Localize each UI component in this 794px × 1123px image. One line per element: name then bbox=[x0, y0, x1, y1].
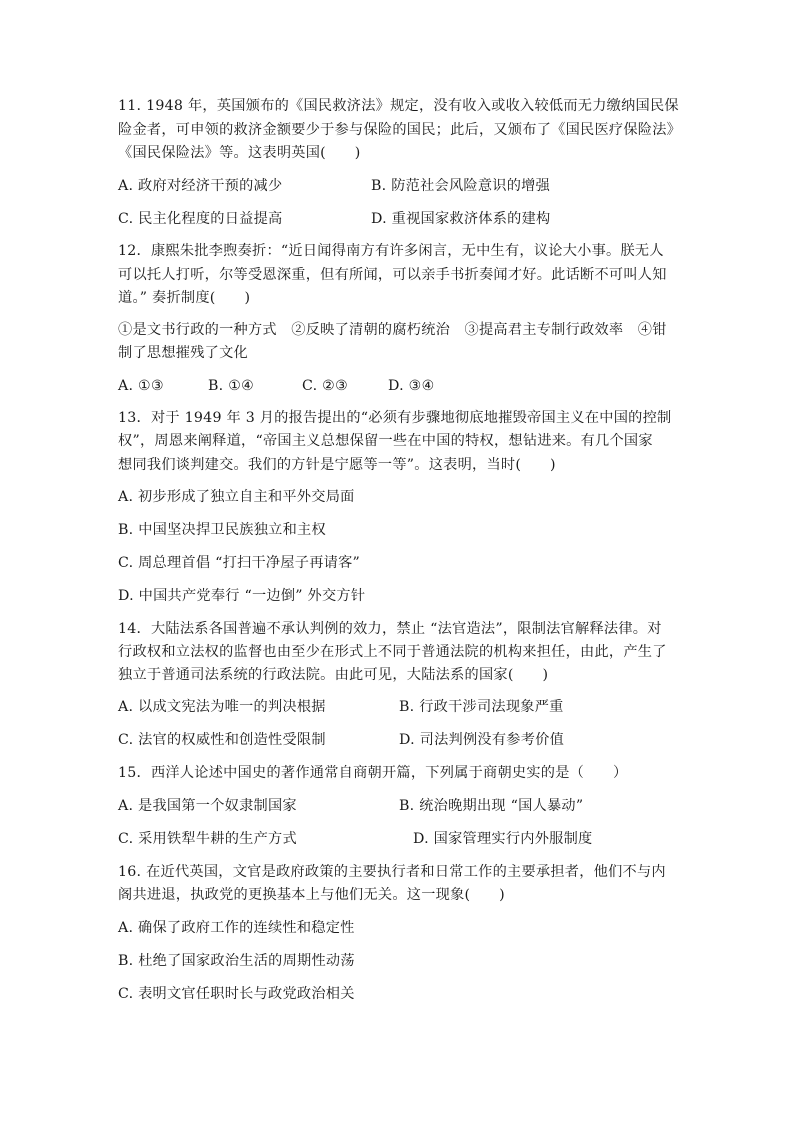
question-16-option-c[interactable]: C. 表明文官任职时长与政党政治相关 bbox=[118, 986, 355, 1002]
question-12-line-3: 道。” 奏折制度( ) bbox=[118, 290, 251, 306]
question-15-option-c[interactable]: C. 采用铁犁牛耕的生产方式 bbox=[118, 831, 297, 847]
question-12-option-a[interactable]: A. ①③ bbox=[118, 378, 164, 394]
question-13-option-a[interactable]: A. 初步形成了独立自主和平外交局面 bbox=[118, 489, 355, 505]
question-13-line-1: 13．对于 1949 年 3 月的报告提出的“必须有步骤地彻底地摧毁帝国主义在中国的控制 bbox=[118, 410, 672, 426]
question-13-option-d[interactable]: D. 中国共产党奉行 “一边倒” 外交方针 bbox=[118, 588, 366, 604]
question-13-option-c[interactable]: C. 周总理首倡 “打扫干净屋子再请客” bbox=[118, 555, 361, 571]
question-12-line-2: 可以托人打听，尔等受恩深重，但有所闻，可以亲手书折奏闻才好。此话断不可叫人知 bbox=[118, 267, 667, 283]
question-14-line-3: 独立于普通司法系统的行政法院。由此可见，大陆法系的国家( ) bbox=[118, 667, 549, 683]
question-12-statements-line-1: ①是文书行政的一种方式 ②反映了清朝的腐朽统治 ③提高君主专制行政效率 ④钳 bbox=[118, 322, 667, 338]
question-12-line-1: 12．康熙朱批李煦奏折：“近日闻得南方有许多闲言，无中生有，议论大小事。朕无人 bbox=[118, 243, 664, 259]
question-12-option-c[interactable]: C. ②③ bbox=[302, 378, 349, 394]
question-11-line-3: 《国民保险法》等。这表明英国( ) bbox=[118, 145, 361, 161]
question-16-option-a[interactable]: A. 确保了政府工作的连续性和稳定性 bbox=[118, 920, 355, 936]
question-11-line-2: 险金者，可申领的救济金额要少于参与保险的国民；此后，又颁布了《国民医疗保险法》 bbox=[118, 122, 682, 138]
question-15-option-d[interactable]: D. 国家管理实行内外服制度 bbox=[413, 831, 593, 847]
question-13-line-3: 想同我们谈判建交。我们的方针是宁愿等一等”。这表明，当时( ) bbox=[118, 457, 556, 473]
question-14-option-c[interactable]: C. 法官的权威性和创造性受限制 bbox=[118, 732, 326, 748]
question-16-option-b[interactable]: B. 杜绝了国家政治生活的周期性动荡 bbox=[118, 953, 355, 969]
question-15-option-a[interactable]: A. 是我国第一个奴隶制国家 bbox=[118, 798, 297, 814]
question-11-line-1: 11. 1948 年，英国颁布的《国民救济法》规定，没有收入或收入较低而无力缴纳国民保 bbox=[118, 98, 679, 114]
question-12-option-b[interactable]: B. ①④ bbox=[208, 378, 255, 394]
question-11-option-c[interactable]: C. 民主化程度的日益提高 bbox=[118, 211, 283, 227]
question-12-statements-line-2: 制了思想摧残了文化 bbox=[118, 345, 248, 361]
question-12-option-d[interactable]: D. ③④ bbox=[388, 378, 435, 394]
question-14-option-d[interactable]: D. 司法判例没有参考价值 bbox=[399, 732, 565, 748]
question-14-line-1: 14．大陆法系各国普遍不承认判例的效力，禁止 “法官造法”，限制法官解释法律。对 bbox=[118, 621, 662, 637]
question-16-line-2: 阁共进退，执政党的更换基本上与他们无关。这一现象( ) bbox=[118, 887, 505, 903]
question-15-line-1: 15．西洋人论述中国史的著作通常自商朝开篇，下列属于商朝史实的是（ ） bbox=[118, 765, 628, 781]
question-11-option-a[interactable]: A. 政府对经济干预的减少 bbox=[118, 178, 283, 194]
question-11-option-b[interactable]: B. 防范社会风险意识的增强 bbox=[371, 178, 551, 194]
question-13-line-2: 权”，周恩来阐释道，“帝国主义总想保留一些在中国的特权，想钻进来。有几个国家 bbox=[118, 433, 653, 449]
question-14-option-b[interactable]: B. 行政干涉司法现象严重 bbox=[399, 699, 564, 715]
question-13-option-b[interactable]: B. 中国坚决捍卫民族独立和主权 bbox=[118, 522, 326, 538]
question-14-option-a[interactable]: A. 以成文宪法为唯一的判决根据 bbox=[118, 699, 326, 715]
question-11-option-d[interactable]: D. 重视国家救济体系的建构 bbox=[371, 211, 551, 227]
question-16-line-1: 16. 在近代英国，文官是政府政策的主要执行者和日常工作的主要承担者，他们不与内 bbox=[118, 864, 666, 880]
question-15-option-b[interactable]: B. 统治晚期出现 “国人暴动” bbox=[399, 798, 584, 814]
question-14-line-2: 行政权和立法权的监督也由至少在形式上不同于普通法院的机构来担任，由此，产生了 bbox=[118, 644, 667, 660]
